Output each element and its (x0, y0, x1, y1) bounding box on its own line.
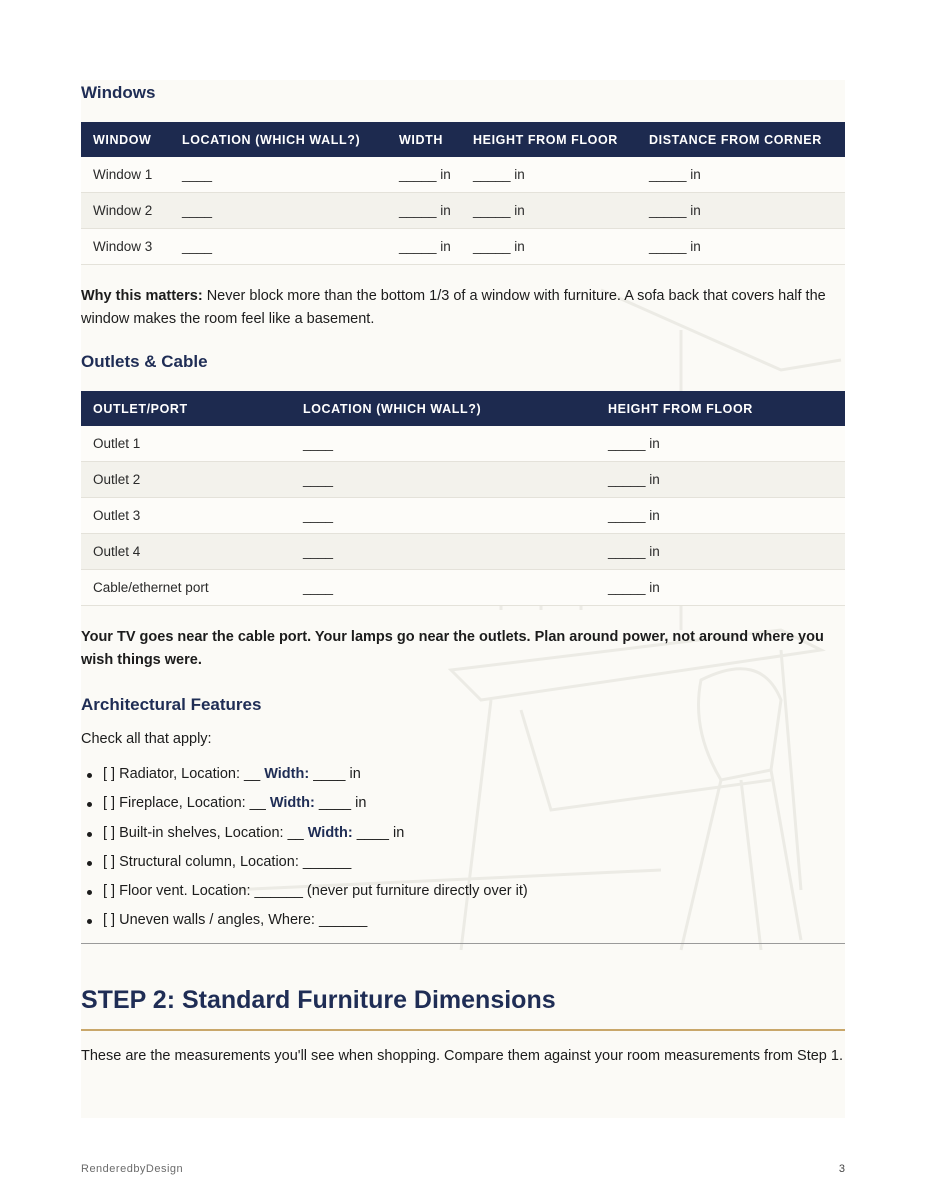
windows-cell[interactable]: ____ (170, 157, 387, 193)
windows-note-bold: Why this matters: (81, 288, 203, 304)
windows-cell: Window 1 (81, 157, 170, 193)
windows-cell[interactable]: _____ in (637, 229, 845, 265)
feature-width-value: ____ in (314, 795, 367, 812)
feature-item[interactable] (103, 906, 528, 935)
outlets-cell: Outlet 2 (81, 462, 291, 498)
outlets-header-cell: OUTLET/PORT (81, 391, 291, 426)
windows-cell[interactable]: _____ in (387, 157, 461, 193)
windows-header-row (81, 122, 845, 157)
outlets-cell[interactable]: _____ in (596, 426, 845, 462)
windows-table (81, 122, 845, 265)
outlets-cell: Outlet 3 (81, 498, 291, 534)
windows-cell[interactable]: _____ in (637, 157, 845, 193)
outlets-row (81, 462, 845, 498)
step2-text: These are the measurements you'll see when shopping. Compare them against your room measurements from Step 1. (81, 1048, 843, 1064)
feature-width-label: Width: (264, 766, 310, 782)
outlets-cell: Outlet 4 (81, 534, 291, 570)
outlets-cell[interactable]: ____ (291, 570, 596, 606)
outlets-table (81, 391, 845, 606)
feature-width-label: Width: (269, 795, 315, 812)
outlets-cell[interactable]: _____ in (596, 534, 845, 570)
feature-item-text: [ ] Structural column, Location: ______ (103, 853, 352, 870)
windows-cell[interactable]: _____ in (461, 157, 637, 193)
outlets-header-cell: HEIGHT FROM FLOOR (596, 391, 845, 426)
footer-brand: RenderedbyDesign (81, 1163, 184, 1175)
outlets-cell[interactable]: _____ in (596, 570, 845, 606)
windows-cell: Window 3 (81, 229, 170, 265)
windows-row (81, 193, 845, 229)
feature-item[interactable] (103, 789, 528, 818)
feature-item[interactable] (103, 819, 528, 848)
outlets-cell[interactable]: _____ in (596, 498, 845, 534)
architectural-feature-list (81, 760, 528, 936)
feature-item[interactable] (103, 848, 528, 877)
windows-cell[interactable]: _____ in (461, 229, 637, 265)
outlets-cell: Outlet 1 (81, 426, 291, 462)
outlets-header-row (81, 391, 845, 426)
outlets-section-title: Outlets & Cable (81, 352, 208, 371)
feature-item-text: [ ] Built-in shelves, Location: __ (103, 824, 308, 841)
windows-cell[interactable]: ____ (170, 193, 387, 229)
windows-row (81, 157, 845, 193)
outlets-cell[interactable]: ____ (291, 462, 596, 498)
windows-note-text: Never block more than the bottom 1/3 of a window with furniture. A sofa back that covers half the window makes the room feel like a basement. (81, 288, 826, 327)
feature-item-text: [ ] Fireplace, Location: __ (103, 795, 270, 812)
outlets-row (81, 570, 845, 606)
outlets-row (81, 426, 845, 462)
windows-note (81, 285, 845, 331)
windows-header-cell: LOCATION (WHICH WALL?) (170, 122, 387, 157)
windows-cell[interactable]: ____ (170, 229, 387, 265)
feature-item-text: [ ] Radiator, Location: __ (103, 766, 265, 782)
outlets-header-cell: LOCATION (WHICH WALL?) (291, 391, 596, 426)
windows-cell: Window 2 (81, 193, 170, 229)
windows-header-cell: HEIGHT FROM FLOOR (461, 122, 637, 157)
windows-section-title: Windows (81, 83, 156, 102)
architectural-intro: Check all that apply: (81, 731, 212, 747)
windows-header-cell: DISTANCE FROM CORNER (637, 122, 845, 157)
outlets-cell[interactable]: ____ (291, 426, 596, 462)
windows-cell[interactable]: _____ in (637, 193, 845, 229)
outlets-cell[interactable]: ____ (291, 498, 596, 534)
outlets-cell: Cable/ethernet port (81, 570, 291, 606)
feature-width-label: Width: (307, 824, 353, 841)
windows-row (81, 229, 845, 265)
windows-cell[interactable]: _____ in (461, 193, 637, 229)
outlets-row (81, 498, 845, 534)
outlets-row (81, 534, 845, 570)
windows-header-cell: WINDOW (81, 122, 170, 157)
feature-item[interactable] (103, 760, 528, 789)
section-divider (81, 943, 845, 944)
outlets-cell[interactable]: _____ in (596, 462, 845, 498)
architectural-section-title: Architectural Features (81, 695, 262, 714)
feature-item[interactable] (103, 877, 528, 906)
step2-underline (81, 1029, 845, 1031)
feature-item-text: [ ] Floor vent. Location: ______ (never put furniture directly over it) (103, 883, 528, 900)
outlets-note: Your TV goes near the cable port. Your lamps go near the outlets. Plan around power, not around where you wish things were. (81, 629, 824, 668)
page-number: 3 (838, 1163, 845, 1175)
feature-width-value: ____ in (352, 824, 405, 841)
step2-title: STEP 2: Standard Furniture Dimensions (81, 986, 556, 1014)
outlets-cell[interactable]: ____ (291, 534, 596, 570)
feature-item-text: [ ] Uneven walls / angles, Where: ______ (103, 912, 368, 929)
windows-cell[interactable]: _____ in (387, 193, 461, 229)
windows-header-cell: WIDTH (387, 122, 461, 157)
windows-cell[interactable]: _____ in (387, 229, 461, 265)
feature-width-value: ____ in (309, 766, 361, 782)
